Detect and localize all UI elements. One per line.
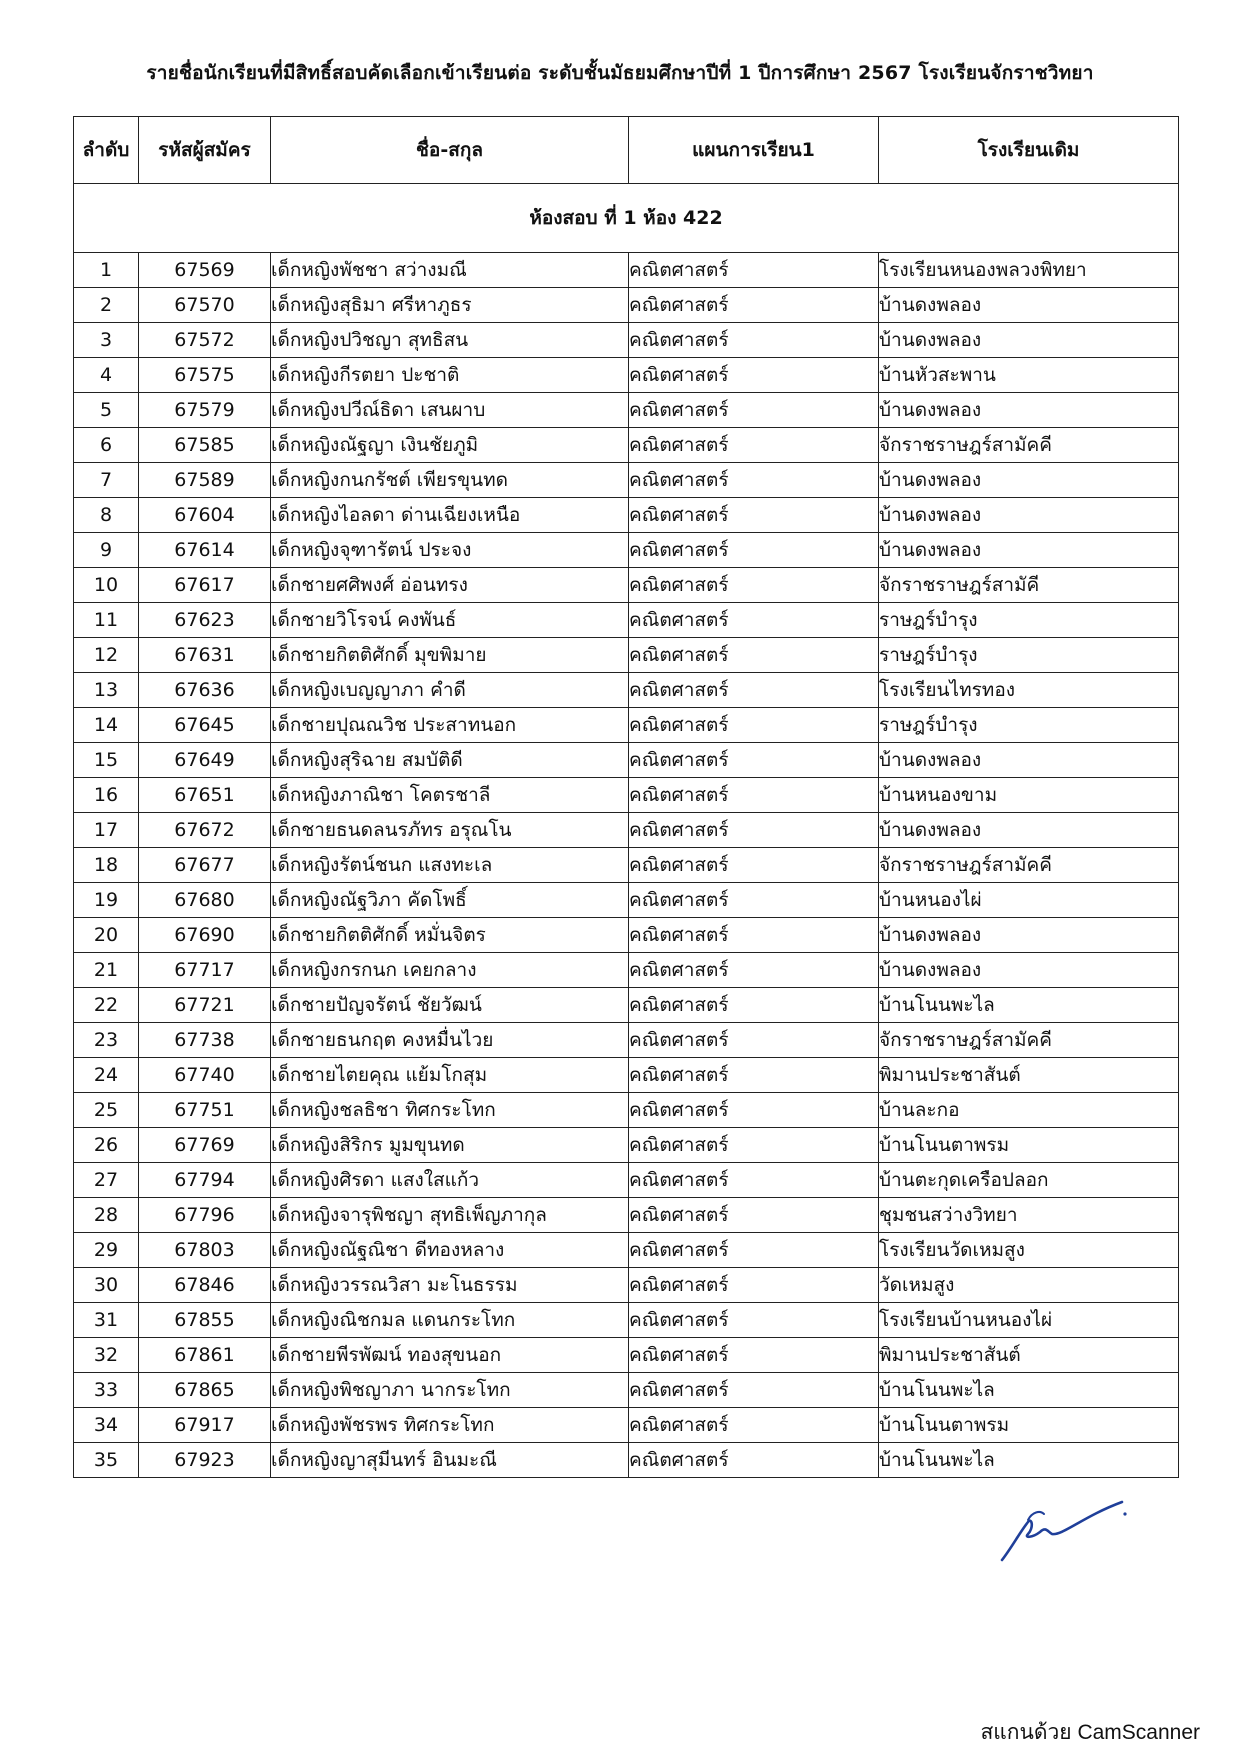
cell-school: บ้านตะกุดเครือปลอก xyxy=(879,1163,1179,1198)
cell-no: 4 xyxy=(74,358,139,393)
cell-name: เด็กชายพีรพัฒน์ ทองสุขนอก xyxy=(271,1338,629,1373)
cell-no: 2 xyxy=(74,288,139,323)
cell-school: บ้านดงพลอง xyxy=(879,918,1179,953)
table-row xyxy=(74,673,1179,708)
cell-code: 67861 xyxy=(139,1338,271,1373)
cell-code: 67917 xyxy=(139,1408,271,1443)
cell-code: 67690 xyxy=(139,918,271,953)
cell-no: 17 xyxy=(74,813,139,848)
cell-plan: คณิตศาสตร์ xyxy=(629,1198,879,1233)
cell-school: บ้านดงพลอง xyxy=(879,953,1179,988)
cell-code: 67677 xyxy=(139,848,271,883)
cell-no: 27 xyxy=(74,1163,139,1198)
cell-no: 9 xyxy=(74,533,139,568)
cell-code: 67651 xyxy=(139,778,271,813)
cell-plan: คณิตศาสตร์ xyxy=(629,253,879,288)
cell-name: เด็กชายธนดลนรภัทร อรุณโน xyxy=(271,813,629,848)
table-row xyxy=(74,1268,1179,1303)
cell-no: 11 xyxy=(74,603,139,638)
cell-school: บ้านหัวสะพาน xyxy=(879,358,1179,393)
cell-code: 67803 xyxy=(139,1233,271,1268)
cell-plan: คณิตศาสตร์ xyxy=(629,1128,879,1163)
cell-code: 67614 xyxy=(139,533,271,568)
cell-code: 67672 xyxy=(139,813,271,848)
scanner-watermark: สแกนด้วย CamScanner xyxy=(980,1721,1200,1744)
cell-plan: คณิตศาสตร์ xyxy=(629,708,879,743)
cell-code: 67589 xyxy=(139,463,271,498)
table-row xyxy=(74,848,1179,883)
table-row xyxy=(74,323,1179,358)
page-title: รายชื่อนักเรียนที่มีสิทธิ์สอบคัดเลือกเข้าเรียนต่อ ระดับชั้นมัธยมศึกษาปีที่ 1 ปีการศึกษา 2567 โรงเรียนจักราชวิทยา xyxy=(146,62,1094,84)
cell-name: เด็กหญิงปวิชญา สุทธิสน xyxy=(271,323,629,358)
cell-plan: คณิตศาสตร์ xyxy=(629,1408,879,1443)
cell-plan: คณิตศาสตร์ xyxy=(629,288,879,323)
table-row xyxy=(74,988,1179,1023)
room-label: ห้องสอบ ที่ 1 ห้อง 422 xyxy=(74,184,1179,253)
cell-name: เด็กหญิงณัฐวิภา คัดโพธิ์ xyxy=(271,883,629,918)
cell-plan: คณิตศาสตร์ xyxy=(629,673,879,708)
cell-plan: คณิตศาสตร์ xyxy=(629,568,879,603)
header-row xyxy=(74,117,1179,184)
cell-plan: คณิตศาสตร์ xyxy=(629,848,879,883)
cell-no: 19 xyxy=(74,883,139,918)
table-row xyxy=(74,708,1179,743)
cell-code: 67604 xyxy=(139,498,271,533)
cell-no: 26 xyxy=(74,1128,139,1163)
table-row xyxy=(74,1093,1179,1128)
cell-no: 33 xyxy=(74,1373,139,1408)
cell-plan: คณิตศาสตร์ xyxy=(629,358,879,393)
cell-school: จักราชราษฎร์สามัคคี xyxy=(879,848,1179,883)
table-row xyxy=(74,638,1179,673)
cell-name: เด็กหญิงจุฑารัตน์ ประจง xyxy=(271,533,629,568)
cell-plan: คณิตศาสตร์ xyxy=(629,988,879,1023)
cell-plan: คณิตศาสตร์ xyxy=(629,1093,879,1128)
cell-no: 16 xyxy=(74,778,139,813)
cell-no: 35 xyxy=(74,1443,139,1478)
room-row xyxy=(74,184,1179,253)
table-row xyxy=(74,918,1179,953)
cell-code: 67794 xyxy=(139,1163,271,1198)
table-row xyxy=(74,1303,1179,1338)
table-row xyxy=(74,393,1179,428)
cell-school: จักราชราษฎร์สามัคคี xyxy=(879,1023,1179,1058)
cell-no: 5 xyxy=(74,393,139,428)
cell-code: 67623 xyxy=(139,603,271,638)
cell-no: 31 xyxy=(74,1303,139,1338)
cell-code: 67717 xyxy=(139,953,271,988)
cell-code: 67649 xyxy=(139,743,271,778)
cell-school: โรงเรียนวัดเหมสูง xyxy=(879,1233,1179,1268)
cell-plan: คณิตศาสตร์ xyxy=(629,1373,879,1408)
table-row xyxy=(74,1443,1179,1478)
cell-code: 67617 xyxy=(139,568,271,603)
cell-code: 67585 xyxy=(139,428,271,463)
header-plan: แผนการเรียน1 xyxy=(629,117,879,184)
cell-no: 29 xyxy=(74,1233,139,1268)
table-row xyxy=(74,498,1179,533)
header-code: รหัสผู้สมัคร xyxy=(139,117,271,184)
cell-no: 34 xyxy=(74,1408,139,1443)
cell-no: 23 xyxy=(74,1023,139,1058)
cell-no: 21 xyxy=(74,953,139,988)
cell-code: 67631 xyxy=(139,638,271,673)
cell-school: บ้านดงพลอง xyxy=(879,393,1179,428)
table-row xyxy=(74,1233,1179,1268)
cell-name: เด็กชายวิโรจน์ คงพันธ์ xyxy=(271,603,629,638)
table-row xyxy=(74,1198,1179,1233)
cell-plan: คณิตศาสตร์ xyxy=(629,533,879,568)
cell-school: โรงเรียนบ้านหนองไผ่ xyxy=(879,1303,1179,1338)
cell-name: เด็กหญิงกนกรัชต์ เพียรขุนทด xyxy=(271,463,629,498)
cell-school: พิมานประชาสันต์ xyxy=(879,1058,1179,1093)
cell-name: เด็กหญิงณัฐญา เงินชัยภูมิ xyxy=(271,428,629,463)
table-row xyxy=(74,743,1179,778)
cell-school: บ้านโนนพะไล xyxy=(879,988,1179,1023)
cell-plan: คณิตศาสตร์ xyxy=(629,498,879,533)
cell-school: โรงเรียนหนองพลวงพิทยา xyxy=(879,253,1179,288)
cell-plan: คณิตศาสตร์ xyxy=(629,463,879,498)
table-row xyxy=(74,883,1179,918)
cell-name: เด็กชายปัญจรัตน์ ชัยวัฒน์ xyxy=(271,988,629,1023)
cell-plan: คณิตศาสตร์ xyxy=(629,1303,879,1338)
cell-school: จักราชราษฎร์สามัคี xyxy=(879,568,1179,603)
cell-code: 67569 xyxy=(139,253,271,288)
cell-plan: คณิตศาสตร์ xyxy=(629,1163,879,1198)
cell-school: บ้านหนองขาม xyxy=(879,778,1179,813)
cell-plan: คณิตศาสตร์ xyxy=(629,393,879,428)
cell-no: 30 xyxy=(74,1268,139,1303)
cell-no: 20 xyxy=(74,918,139,953)
cell-plan: คณิตศาสตร์ xyxy=(629,1233,879,1268)
cell-school: พิมานประชาสันต์ xyxy=(879,1338,1179,1373)
table-row xyxy=(74,533,1179,568)
cell-plan: คณิตศาสตร์ xyxy=(629,953,879,988)
cell-school: บ้านโนนพะไล xyxy=(879,1443,1179,1478)
cell-plan: คณิตศาสตร์ xyxy=(629,1058,879,1093)
cell-school: บ้านโนนตาพรม xyxy=(879,1128,1179,1163)
cell-plan: คณิตศาสตร์ xyxy=(629,1023,879,1058)
table-row xyxy=(74,953,1179,988)
table-row xyxy=(74,1163,1179,1198)
header-no: ลำดับ xyxy=(74,117,139,184)
cell-name: เด็กหญิงญาสุมีนทร์ อินมะณี xyxy=(271,1443,629,1478)
table-row xyxy=(74,568,1179,603)
cell-name: เด็กหญิงชลธิชา ทิศกระโทก xyxy=(271,1093,629,1128)
cell-no: 25 xyxy=(74,1093,139,1128)
cell-no: 12 xyxy=(74,638,139,673)
cell-name: เด็กหญิงภาณิชา โคตรชาลี xyxy=(271,778,629,813)
cell-name: เด็กหญิงพัชรพร ทิศกระโทก xyxy=(271,1408,629,1443)
cell-plan: คณิตศาสตร์ xyxy=(629,918,879,953)
cell-no: 18 xyxy=(74,848,139,883)
cell-plan: คณิตศาสตร์ xyxy=(629,603,879,638)
table-row xyxy=(74,1128,1179,1163)
cell-no: 13 xyxy=(74,673,139,708)
cell-school: บ้านดงพลอง xyxy=(879,498,1179,533)
cell-code: 67769 xyxy=(139,1128,271,1163)
table-row xyxy=(74,1373,1179,1408)
table-row xyxy=(74,288,1179,323)
cell-name: เด็กหญิงสุริฉาย สมบัติดี xyxy=(271,743,629,778)
signature-icon xyxy=(998,1492,1128,1564)
table-row xyxy=(74,1338,1179,1373)
cell-name: เด็กหญิงเบญญาภา คำดี xyxy=(271,673,629,708)
cell-name: เด็กหญิงสิริกร มูมขุนทด xyxy=(271,1128,629,1163)
cell-plan: คณิตศาสตร์ xyxy=(629,743,879,778)
cell-name: เด็กชายปุณณวิช ประสาทนอก xyxy=(271,708,629,743)
table-row xyxy=(74,1058,1179,1093)
cell-code: 67579 xyxy=(139,393,271,428)
cell-name: เด็กหญิงพัชชา สว่างมณี xyxy=(271,253,629,288)
cell-no: 7 xyxy=(74,463,139,498)
cell-school: ราษฎร์บำรุง xyxy=(879,638,1179,673)
cell-no: 32 xyxy=(74,1338,139,1373)
cell-school: บ้านหนองไผ่ xyxy=(879,883,1179,918)
cell-code: 67572 xyxy=(139,323,271,358)
cell-school: บ้านดงพลอง xyxy=(879,323,1179,358)
cell-name: เด็กหญิงพิชญาภา นากระโทก xyxy=(271,1373,629,1408)
cell-school: ชุมชนสว่างวิทยา xyxy=(879,1198,1179,1233)
cell-name: เด็กชายศศิพงศ์ อ่อนทรง xyxy=(271,568,629,603)
cell-name: เด็กหญิงกีรตยา ปะชาติ xyxy=(271,358,629,393)
cell-plan: คณิตศาสตร์ xyxy=(629,428,879,463)
cell-no: 8 xyxy=(74,498,139,533)
table-row xyxy=(74,428,1179,463)
cell-plan: คณิตศาสตร์ xyxy=(629,883,879,918)
cell-plan: คณิตศาสตร์ xyxy=(629,638,879,673)
candidate-table xyxy=(73,116,1179,1478)
cell-code: 67751 xyxy=(139,1093,271,1128)
table-row xyxy=(74,358,1179,393)
cell-school: โรงเรียนไทรทอง xyxy=(879,673,1179,708)
cell-name: เด็กหญิงปวีณ์ธิดา เสนผาบ xyxy=(271,393,629,428)
cell-name: เด็กหญิงรัตน์ชนก แสงทะเล xyxy=(271,848,629,883)
cell-no: 10 xyxy=(74,568,139,603)
cell-name: เด็กหญิงศิรดา แสงใสแก้ว xyxy=(271,1163,629,1198)
cell-no: 22 xyxy=(74,988,139,1023)
table-row xyxy=(74,1023,1179,1058)
table-row xyxy=(74,1408,1179,1443)
cell-plan: คณิตศาสตร์ xyxy=(629,778,879,813)
cell-school: บ้านโนนพะไล xyxy=(879,1373,1179,1408)
cell-plan: คณิตศาสตร์ xyxy=(629,1338,879,1373)
cell-school: บ้านโนนตาพรม xyxy=(879,1408,1179,1443)
cell-no: 24 xyxy=(74,1058,139,1093)
cell-no: 6 xyxy=(74,428,139,463)
cell-code: 67636 xyxy=(139,673,271,708)
cell-no: 15 xyxy=(74,743,139,778)
cell-name: เด็กหญิงจารุพิชญา สุทธิเพ็ญภากุล xyxy=(271,1198,629,1233)
cell-school: บ้านละกอ xyxy=(879,1093,1179,1128)
table-row xyxy=(74,778,1179,813)
cell-no: 28 xyxy=(74,1198,139,1233)
cell-code: 67740 xyxy=(139,1058,271,1093)
cell-no: 3 xyxy=(74,323,139,358)
cell-code: 67680 xyxy=(139,883,271,918)
cell-code: 67570 xyxy=(139,288,271,323)
table-row xyxy=(74,463,1179,498)
cell-name: เด็กหญิงสุธิมา ศรีหาภูธร xyxy=(271,288,629,323)
cell-code: 67846 xyxy=(139,1268,271,1303)
cell-plan: คณิตศาสตร์ xyxy=(629,323,879,358)
header-school: โรงเรียนเดิม xyxy=(879,117,1179,184)
header-name: ชื่อ-สกุล xyxy=(271,117,629,184)
cell-name: เด็กหญิงวรรณวิสา มะโนธรรม xyxy=(271,1268,629,1303)
cell-name: เด็กหญิงกรกนก เคยกลาง xyxy=(271,953,629,988)
cell-school: ราษฎร์บำรุง xyxy=(879,708,1179,743)
cell-code: 67721 xyxy=(139,988,271,1023)
cell-name: เด็กชายกิตติศักดิ์ หมั่นจิตร xyxy=(271,918,629,953)
cell-code: 67575 xyxy=(139,358,271,393)
cell-name: เด็กหญิงไอลดา ด่านเฉียงเหนือ xyxy=(271,498,629,533)
cell-no: 1 xyxy=(74,253,139,288)
cell-school: บ้านดงพลอง xyxy=(879,463,1179,498)
cell-name: เด็กหญิงณิชกมล แดนกระโทก xyxy=(271,1303,629,1338)
cell-name: เด็กชายไตยคุณ แย้มโกสุม xyxy=(271,1058,629,1093)
cell-school: บ้านดงพลอง xyxy=(879,288,1179,323)
cell-code: 67865 xyxy=(139,1373,271,1408)
cell-plan: คณิตศาสตร์ xyxy=(629,813,879,848)
cell-code: 67855 xyxy=(139,1303,271,1338)
cell-name: เด็กหญิงณัฐณิชา ดีทองหลาง xyxy=(271,1233,629,1268)
cell-school: บ้านดงพลอง xyxy=(879,533,1179,568)
cell-name: เด็กชายธนกฤต คงหมื่นไวย xyxy=(271,1023,629,1058)
cell-code: 67796 xyxy=(139,1198,271,1233)
cell-school: วัดเหมสูง xyxy=(879,1268,1179,1303)
cell-school: บ้านดงพลอง xyxy=(879,813,1179,848)
cell-no: 14 xyxy=(74,708,139,743)
cell-plan: คณิตศาสตร์ xyxy=(629,1443,879,1478)
table-row xyxy=(74,603,1179,638)
cell-code: 67738 xyxy=(139,1023,271,1058)
cell-school: บ้านดงพลอง xyxy=(879,743,1179,778)
cell-school: จักราชราษฎร์สามัคคี xyxy=(879,428,1179,463)
cell-name: เด็กชายกิตติศักดิ์ มุขพิมาย xyxy=(271,638,629,673)
cell-plan: คณิตศาสตร์ xyxy=(629,1268,879,1303)
table-row xyxy=(74,253,1179,288)
cell-code: 67923 xyxy=(139,1443,271,1478)
cell-code: 67645 xyxy=(139,708,271,743)
table-row xyxy=(74,813,1179,848)
cell-school: ราษฎร์บำรุง xyxy=(879,603,1179,638)
